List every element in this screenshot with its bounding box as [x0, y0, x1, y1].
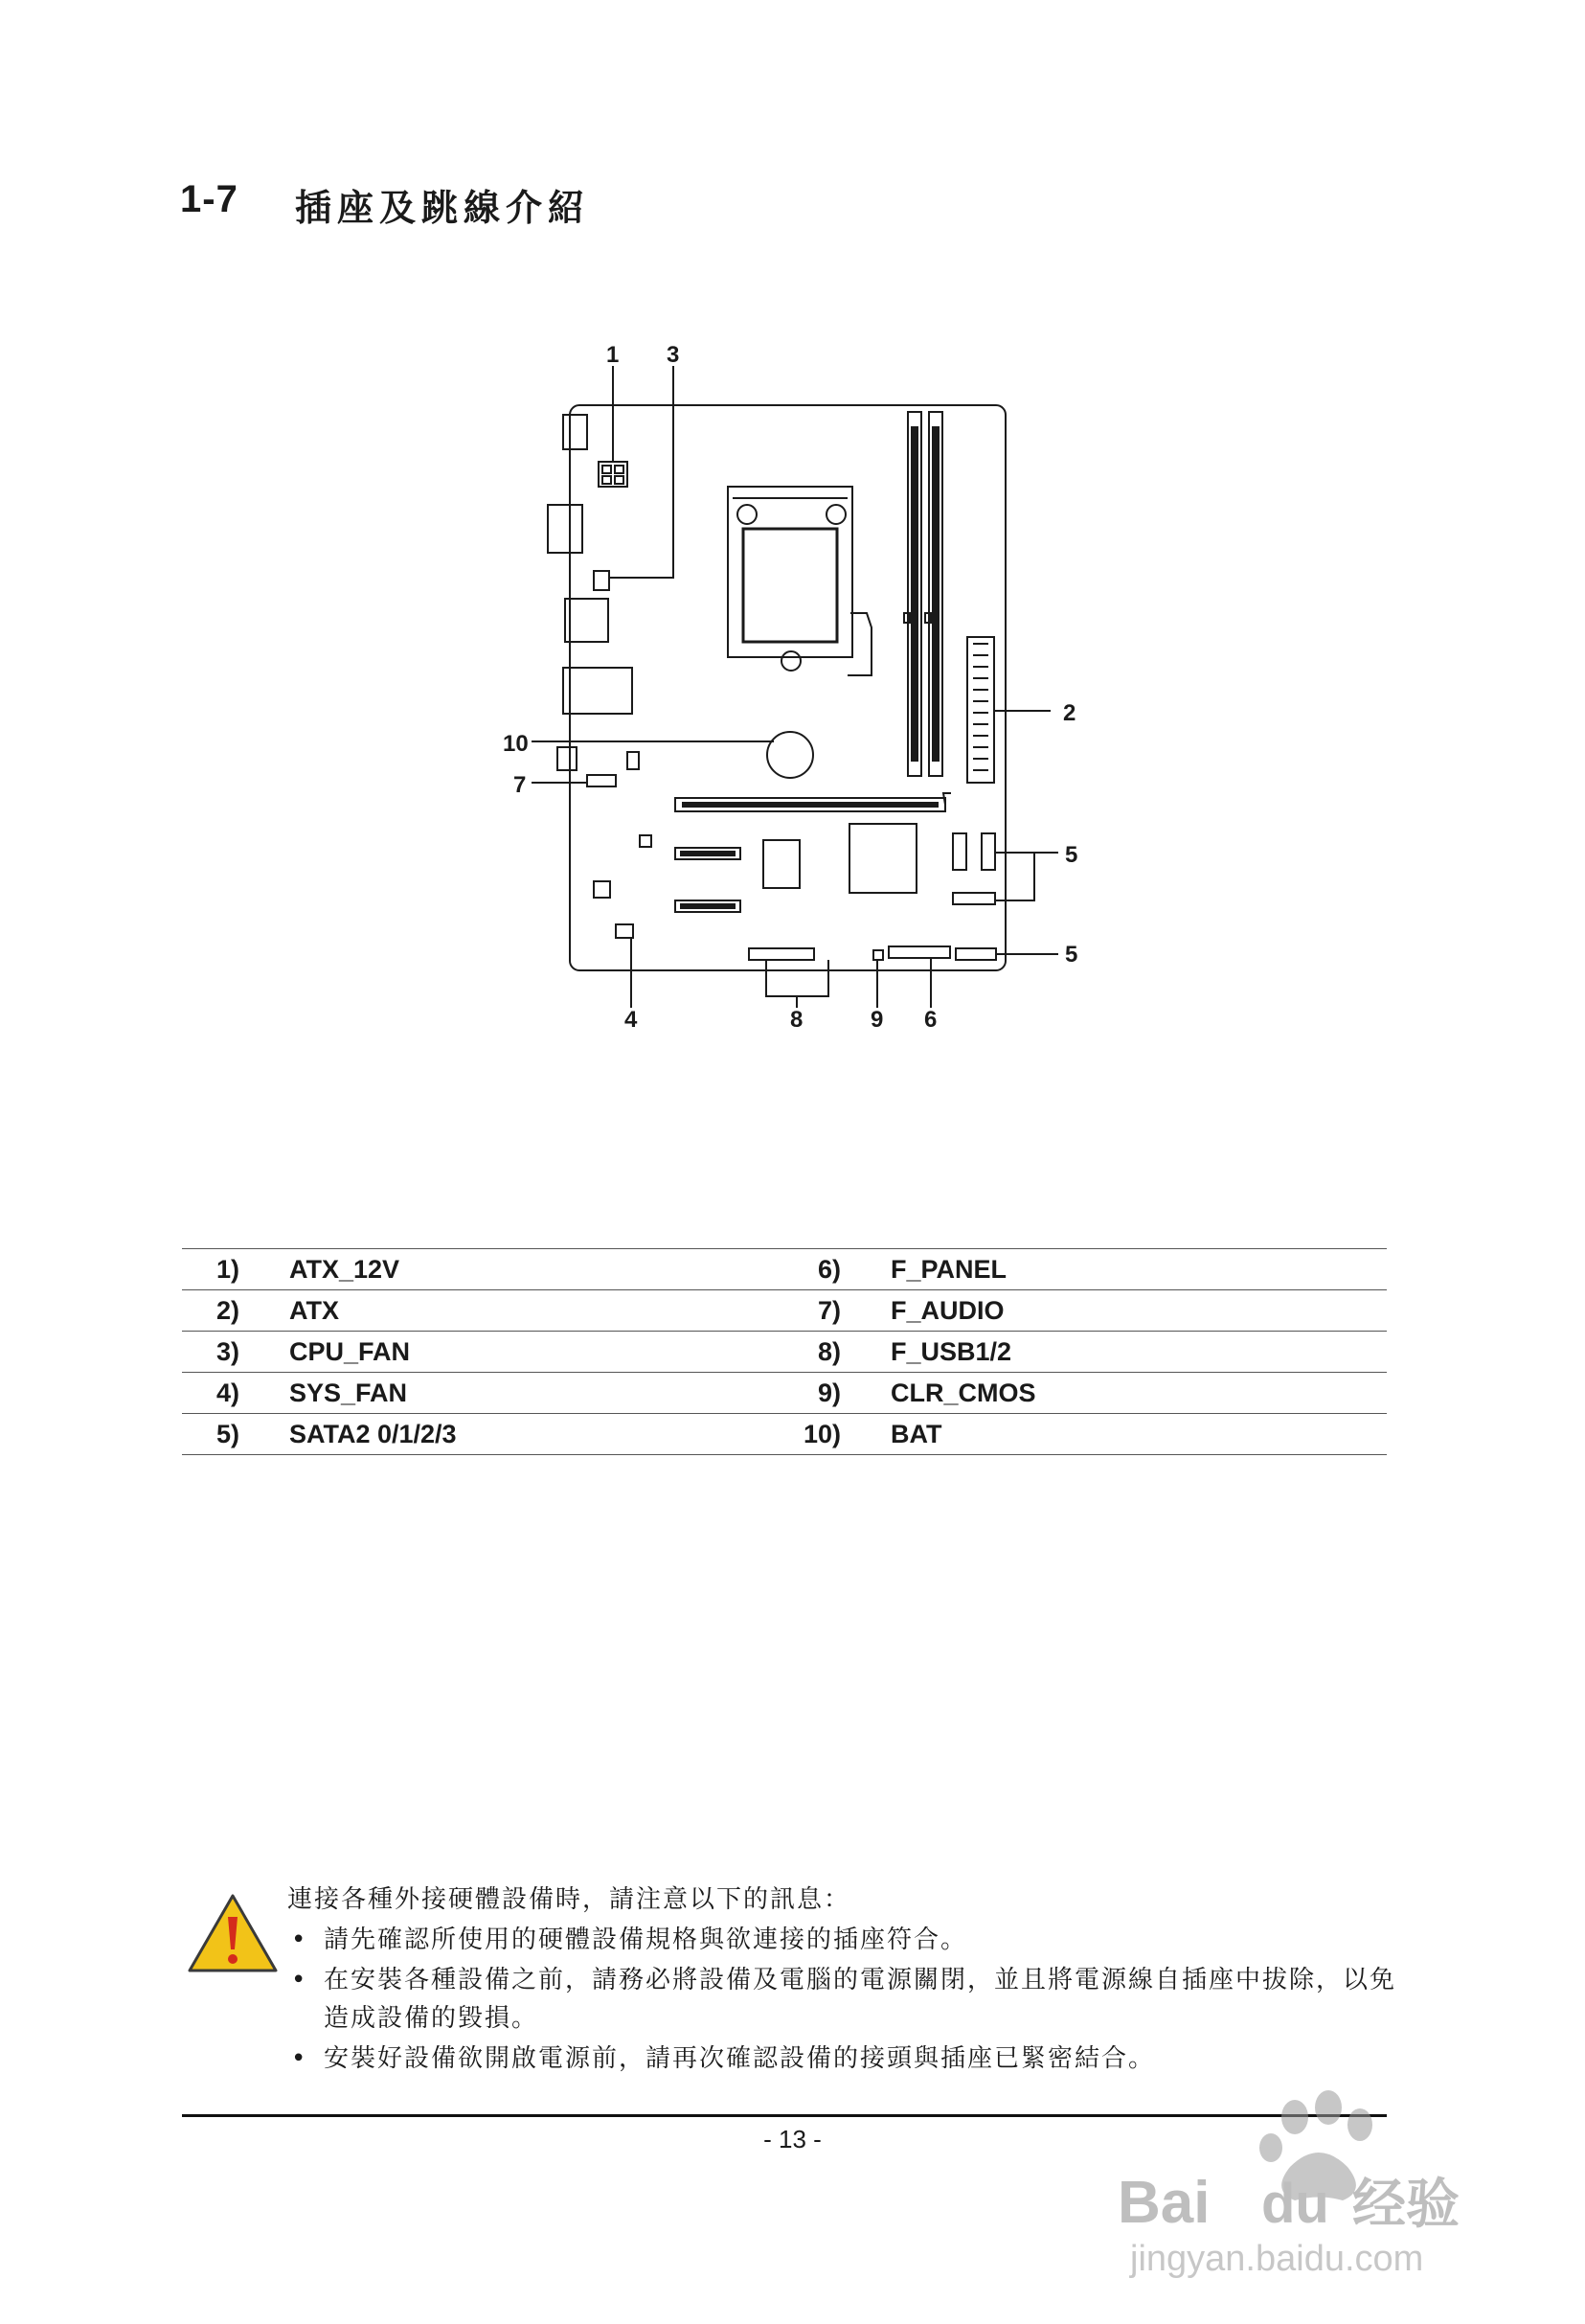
callout-5a: 5 — [1065, 842, 1078, 868]
connector-number: 4) — [215, 1378, 239, 1407]
connector-number: 5) — [215, 1419, 239, 1448]
sys-fan-header — [616, 924, 633, 938]
table-row — [182, 1332, 1387, 1373]
callout-10: 10 — [503, 731, 529, 757]
list-item — [287, 1921, 1398, 1959]
warning-item-text: 安裝好設備欲開啟電源前，請再次確認設備的接頭與插座已緊密結合。 — [324, 2044, 1156, 2073]
callout-4: 4 — [624, 1007, 638, 1033]
rear-io-lan — [563, 668, 632, 714]
board-outline — [570, 405, 1006, 970]
connector-label: SYS_FAN — [289, 1378, 408, 1407]
connector-number: 10) — [803, 1419, 841, 1448]
bullet-icon: • — [291, 2044, 308, 2073]
table-row — [182, 1249, 1387, 1290]
bullet-icon: • — [291, 1966, 308, 1994]
f-panel-header — [889, 946, 950, 958]
connector-number: 8) — [817, 1336, 841, 1366]
connector-number: 2) — [215, 1295, 239, 1325]
f-usb-header — [749, 948, 814, 960]
sata-port-b — [982, 833, 995, 870]
watermark-cn: 经验 — [1352, 2174, 1460, 2236]
connector-label: CLR_CMOS — [891, 1378, 1036, 1407]
connector-label: BAT — [891, 1419, 942, 1448]
connector-number: 7) — [817, 1295, 841, 1325]
chip-small — [763, 840, 800, 888]
callout-7: 7 — [513, 772, 527, 798]
section-number: 1-7 — [180, 178, 238, 220]
rear-io-vga — [548, 505, 582, 553]
chipset — [849, 824, 917, 893]
cpu-fan-header — [594, 571, 609, 590]
warning-item-text: 請先確認所使用的硬體設備規格與欲連接的插座符合。 — [324, 1925, 968, 1954]
rear-io-small — [627, 752, 639, 769]
f-audio-header — [587, 775, 616, 786]
warning-notes — [287, 1880, 1398, 2080]
page-number: - 13 - — [763, 2125, 822, 2153]
bullet-icon: • — [291, 1925, 308, 1954]
table-row — [182, 1414, 1387, 1455]
rear-io-audio — [557, 747, 577, 770]
table-row — [182, 1290, 1387, 1332]
connector-number: 1) — [215, 1254, 239, 1284]
connector-label: ATX — [289, 1295, 339, 1325]
connector-number: 6) — [817, 1254, 841, 1284]
battery — [767, 732, 813, 778]
rear-io-usb — [565, 599, 608, 642]
connector-label: ATX_12V — [289, 1254, 400, 1284]
rear-io-ps2 — [563, 415, 587, 449]
connector-number: 3) — [215, 1336, 239, 1366]
clr-cmos-jumper — [873, 950, 883, 960]
baidu-watermark — [1113, 2071, 1496, 2291]
warning-icon — [186, 1892, 280, 1974]
watermark-url: jingyan.baidu.com — [1130, 2239, 1424, 2279]
watermark-brand-du: du — [1261, 2173, 1329, 2235]
connector-label: SATA2 0/1/2/3 — [289, 1419, 457, 1448]
sata-port-a — [953, 833, 966, 870]
connector-label: CPU_FAN — [289, 1336, 411, 1366]
sata-port-c — [953, 893, 995, 904]
callout-6: 6 — [924, 1007, 938, 1033]
connector-label: F_AUDIO — [891, 1295, 1005, 1325]
warning-item-text: 在安裝各種設備之前，請務必將設備及電腦的電源關閉，並且將電源線自插座中拔除，以免造成設備的毀損。 — [324, 1966, 1397, 2033]
warning-intro: 連接各種外接硬體設備時，請注意以下的訊息： — [287, 1885, 851, 1914]
sata-port-d — [956, 948, 996, 960]
callout-9: 9 — [871, 1007, 884, 1033]
section-title: 插座及跳線介紹 — [295, 186, 591, 229]
callout-3: 3 — [667, 342, 680, 368]
connector-label: F_PANEL — [891, 1254, 1008, 1284]
list-item — [287, 1961, 1398, 2038]
connector-table — [182, 1248, 1387, 1455]
connector-label: F_USB1/2 — [891, 1336, 1012, 1366]
table-row — [182, 1373, 1387, 1414]
callout-1: 1 — [606, 342, 620, 368]
warning-list — [287, 1921, 1398, 2078]
watermark-brand: Bai — [1118, 2170, 1211, 2236]
callout-5b: 5 — [1065, 942, 1078, 968]
motherboard-layout-diagram — [0, 0, 1585, 1054]
callout-8: 8 — [790, 1007, 804, 1033]
atx-24pin-connector — [967, 637, 994, 783]
connector-number: 9) — [817, 1378, 841, 1407]
cpu-socket — [728, 487, 852, 657]
callout-2: 2 — [1063, 700, 1076, 726]
